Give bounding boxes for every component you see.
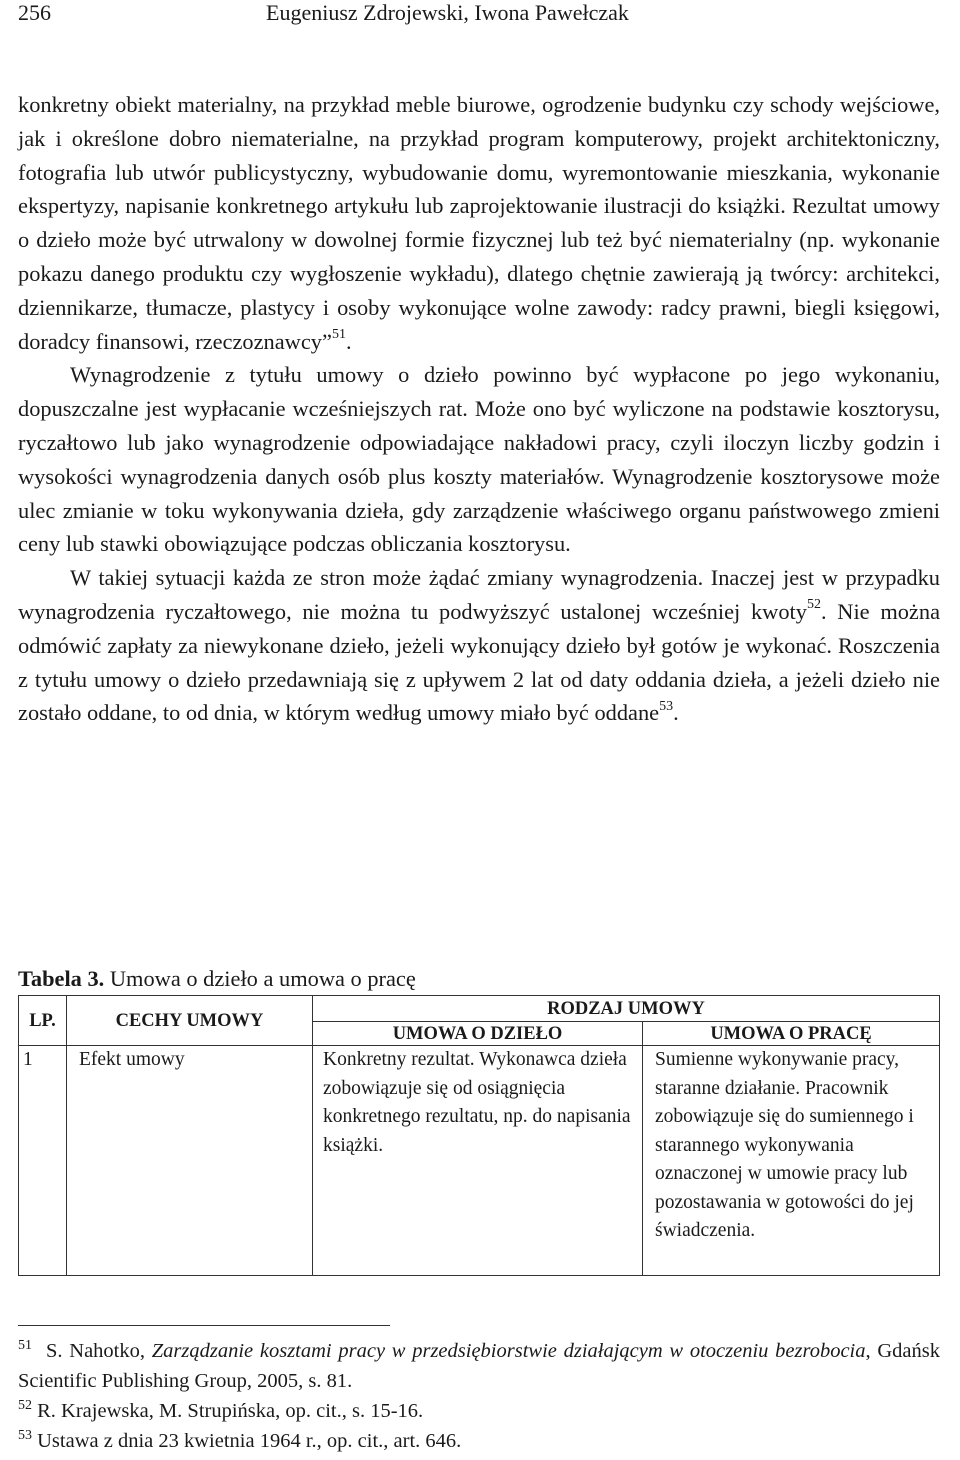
footnote-53	[18, 1426, 940, 1456]
paragraph-1	[18, 88, 940, 358]
paragraph-1-text: konkretny obiekt materialny, na przykład meble biurowe, ogrodzenie budynku czy schody wejściowe, jak i określone dobro niematerialne, na przykład program komputerowy, projekt architektoniczny, fotografia lub utwór publicystyczny, wybudowanie domu, wyremontowanie mieszkania, wykonanie ekspertyzy, napisanie konkretnego artykułu lub zaprojektowanie ilustracji do książki. Rezultat umowy o dzieło może być utrwalony w dowolnej formie fizycznej lub też być niematerialny (np. wykonanie pokazu danego produktu czy wygłoszenie wykładu), dlatego chętnie zawierają ją twórcy: architekci, dziennikarze, tłumacze, plastycy i osoby wykonujące wolne zawody: radcy prawni, biegli księgowi, doradcy finansowi, rzeczoznawcy”	[18, 92, 940, 354]
header-cechy: CECHY UMOWY	[67, 996, 313, 1046]
footnote-51-title: Zarządzanie kosztami pracy w przedsiębiorstwie działającym w otoczeniu bezrobocia	[151, 1340, 866, 1362]
paragraph-1-end: .	[345, 328, 352, 354]
header-praca: UMOWA O PRACĘ	[643, 1022, 940, 1046]
page-number: 256	[18, 0, 51, 25]
cell-praca: Sumienne wykonywanie pracy, staranne działanie. Pracownik zobowiązuje się do sumiennego i starannego wykonywania oznaczonej w umowie pracy lub pozostawania w gotowości do jej świadczenia.	[643, 1046, 940, 1276]
table-row	[19, 1046, 940, 1276]
paragraph-3-text-b: . Nie można odmówić zapłaty za niewykonane dzieło, jeżeli wykonujący dzieło był gotów je wykonać. Roszczenia z tytułu umowy o dzieło przedawniają się z upływem 2 lat od daty oddania dzieła, a jeżeli dzieło nie zostało oddane, to od dnia, w którym według umowy miało być oddane	[18, 598, 941, 726]
comparison-table	[18, 995, 940, 1276]
header-rodzaj: RODZAJ UMOWY	[313, 996, 940, 1022]
paragraph-2: Wynagrodzenie z tytułu umowy o dzieło powinno być wypłacone po jego wykonaniu, dopuszczalne jest wypłacanie wcześniejszych rat. Może ono być wyliczone na podstawie kosztorysu, ryczałtowo lub jako wynagrodzenie odpowiadające nakładowi pracy, czyli iloczyn liczby godzin i wysokości wynagrodzenia danych osób plus koszty materiałów. Wynagrodzenie kosztorysowe może ulec zmianie w toku wykonywania dzieła, gdy zarządzenie właściwego organu państwowego zmieni ceny lub stawki obowiązujące podczas obliczania kosztorysu.	[18, 362, 940, 557]
table-caption	[18, 964, 416, 994]
running-head-authors: Eugeniusz Zdrojewski, Iwona Pawełczak	[266, 0, 629, 25]
footnote-ref-51[interactable]: 51	[331, 327, 346, 343]
body-text	[18, 88, 940, 730]
footnotes	[18, 1336, 940, 1456]
footnote-52-text: R. Krajewska, M. Strupińska, op. cit., s. 15-16.	[32, 1400, 424, 1422]
table-caption-text: Umowa o dzieło a umowa o pracę	[109, 966, 416, 991]
table-caption-label: Tabela 3.	[18, 966, 105, 991]
footnote-51-rest: , Gdańsk Scientific Publishing Group, 2005, s. 81.	[18, 1340, 941, 1392]
paragraph-3	[18, 561, 940, 730]
footnote-51-author: S. Nahotko,	[46, 1340, 145, 1362]
footnote-ref-53[interactable]: 53	[659, 698, 674, 714]
footnote-ref-52[interactable]: 52	[806, 597, 821, 613]
footnote-52-number: 52	[18, 1398, 32, 1414]
footnote-53-text: Ustawa z dnia 23 kwietnia 1964 r., op. cit., art. 646.	[32, 1430, 462, 1452]
footnote-separator	[18, 1325, 390, 1326]
footnote-51-number: 51	[18, 1338, 32, 1354]
cell-cecha: Efekt umowy	[67, 1046, 313, 1276]
paragraph-3-end: .	[673, 700, 679, 726]
header-dzielo: UMOWA O DZIEŁO	[313, 1022, 643, 1046]
running-head	[18, 0, 940, 30]
cell-dzielo: Konkretny rezultat. Wykonawca dzieła zobowiązuje się od osiągnięcia konkretnego rezultatu, np. do napisania książki.	[313, 1046, 643, 1276]
header-lp: LP.	[19, 996, 67, 1046]
cell-lp: 1	[19, 1046, 67, 1276]
footnote-51	[18, 1336, 940, 1396]
footnote-53-number: 53	[18, 1428, 32, 1444]
paragraph-3-text-a: W takiej sytuacji każda ze stron może żądać zmiany wynagrodzenia. Inaczej jest w przypadku wynagrodzenia ryczałtowego, nie można tu podwyższyć ustalonej wcześniej kwoty	[18, 565, 940, 624]
footnote-52	[18, 1396, 940, 1426]
